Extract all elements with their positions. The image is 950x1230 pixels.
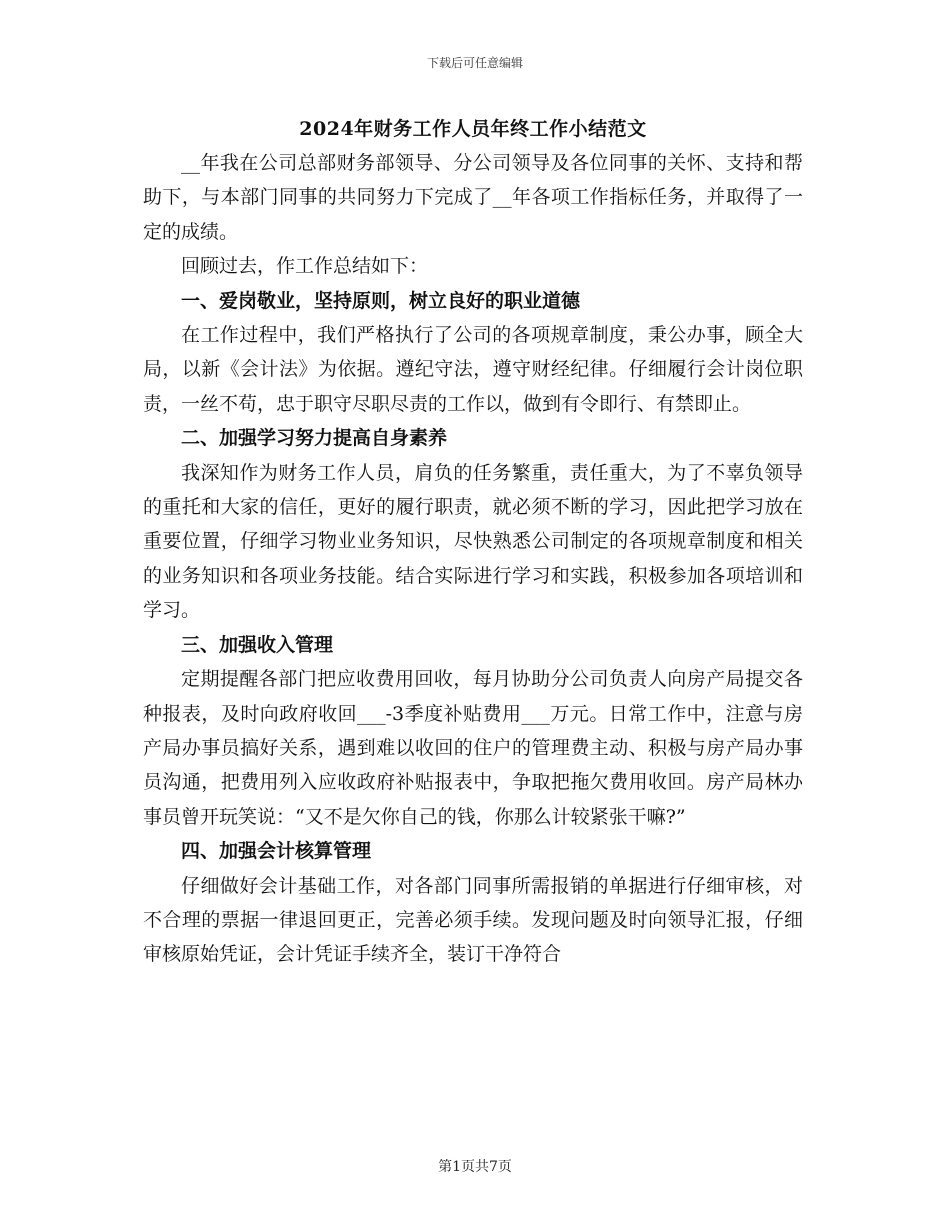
header-note: 下载后可任意编辑 — [426, 56, 523, 70]
section-4-heading: 四、加强会计核算管理 — [181, 840, 372, 863]
document-title: 2024年财务工作人员年终工作小结范文 — [299, 118, 647, 140]
document-body — [143, 112, 803, 972]
section-4-body: 仔细做好会计基础工作，对各部门同事所需报销的单据进行仔细审核，对不合理的票据一律退回更正，完善必须手续。发现问题及时向领导汇报，仔细审核原始凭证，会计凭证手续齐全，装订干净符合 — [143, 874, 803, 966]
page-number: 第1页共7页 — [438, 1159, 512, 1175]
section-1-heading: 一、爱岗敬业，坚持原则，树立良好的职业道德 — [181, 289, 581, 312]
section-1-body: 在工作过程中，我们严格执行了公司的各项规章制度，秉公办事，顾全大局，以新《会计法》为依据。遵纪守法，遵守财经纪律。仔细履行会计岗位职责，一丝不苟，忠于职守尽职尽责的工作以，做到有令即行、有禁即止。 — [143, 324, 803, 415]
intro-paragraph: __年我在公司总部财务部领导、分公司领导及各位同事的关怀、支持和帮助下，与本部门同事的共同努力下完成了__年各项工作指标任务，并取得了一定的成绩。 — [143, 152, 803, 243]
review-paragraph: 回顾过去，作工作总结如下： — [181, 255, 429, 278]
section-3-body: 定期提醒各部门把应收费用回收，每月协助分公司负责人向房产局提交各种报表，及时向政府收回___-3季度补贴费用___万元。日常工作中，注意与房产局办事员搞好关系，遇到难以收回的住户的管理费主动、积极与房产局办事员沟通，把费用列入应收政府补贴报表中，争取把拖欠费用收回。房产局林办事员曾开玩笑说：“又不是欠你自己的钱，你那么计较紧张干嘛?” — [143, 668, 803, 828]
section-2-heading: 二、加强学习努力提高自身素养 — [181, 427, 448, 450]
section-2-body: 我深知作为财务工作人员，肩负的任务繁重，责任重大，为了不辜负领导的重托和大家的信任，更好的履行职责，就必须不断的学习，因此把学习放在重要位置，仔细学习物业业务知识，尽快熟悉公司制定的各项规章制度和相关的业务知识和各项业务技能。结合实际进行学习和实践，积极参加各项培训和学习。 — [143, 461, 803, 622]
section-3-heading: 三、加强收入管理 — [181, 633, 334, 656]
